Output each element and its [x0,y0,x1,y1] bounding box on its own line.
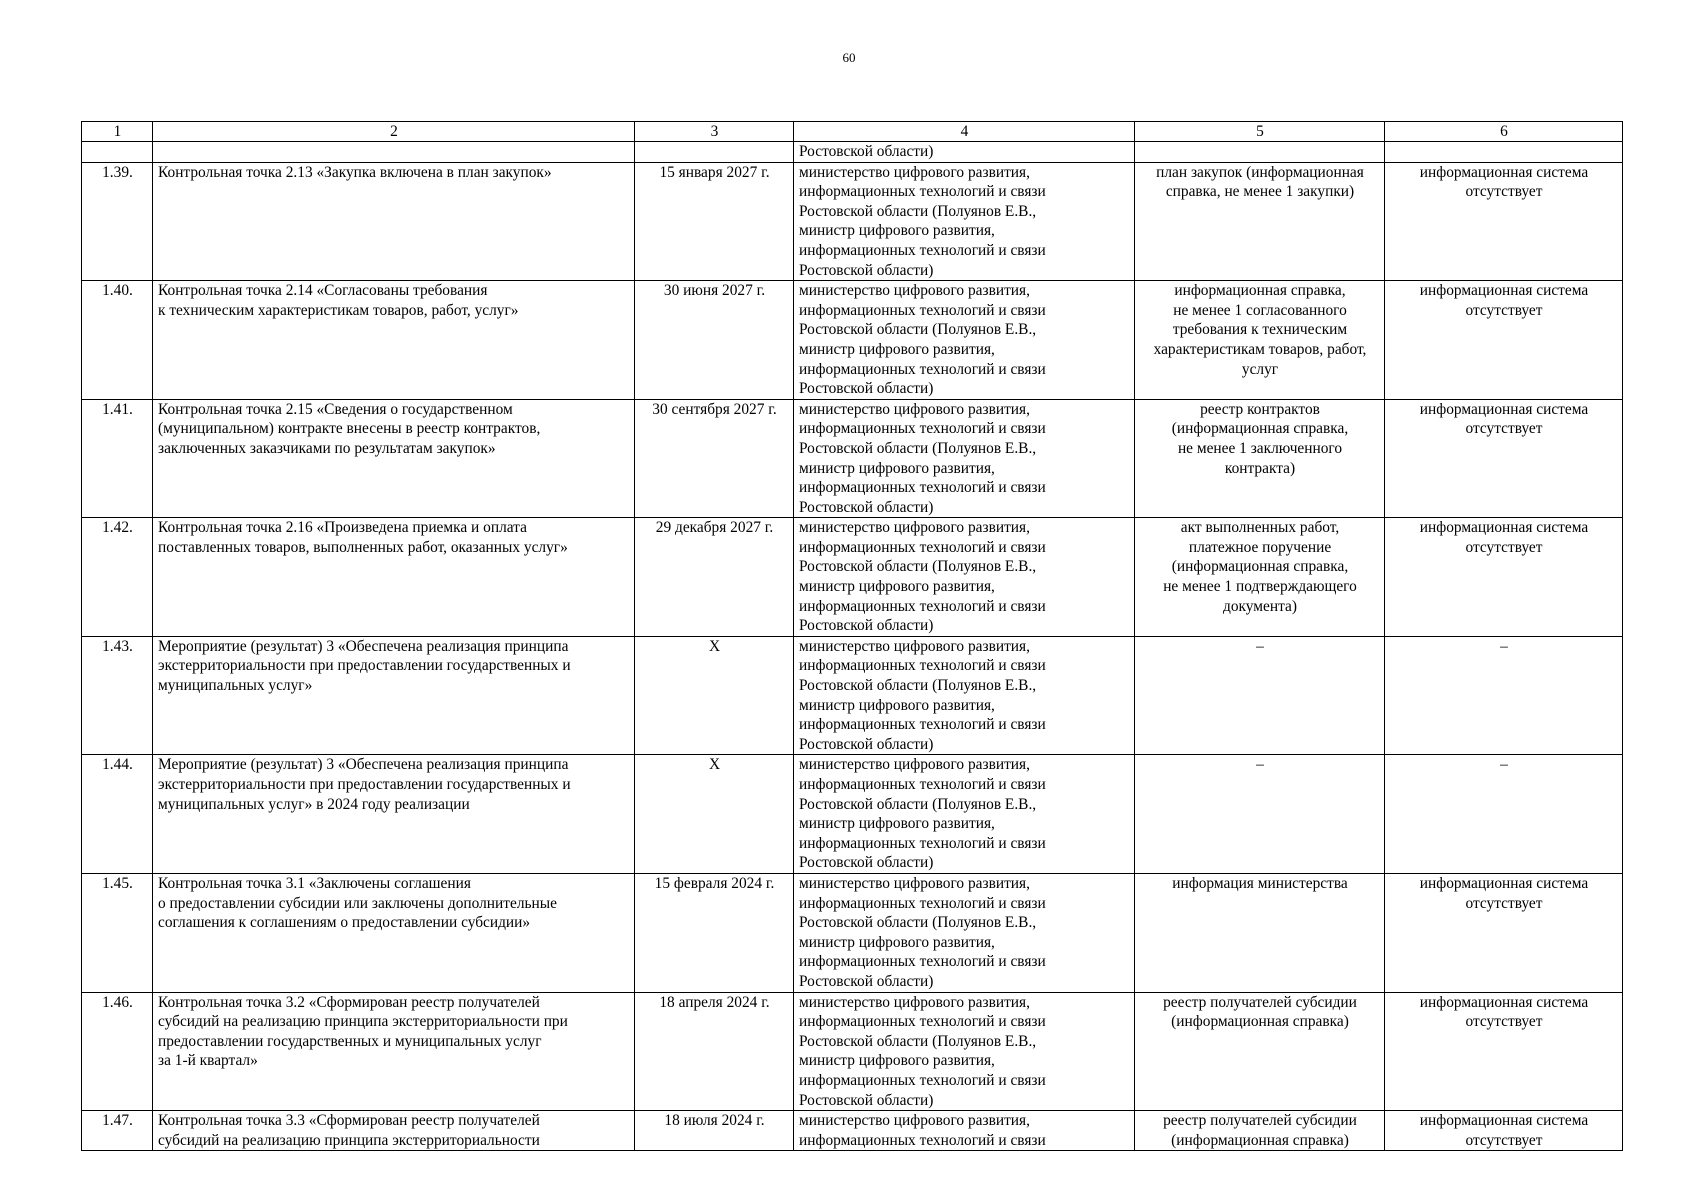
row-number-cell: 1.39. [82,162,153,281]
row-info-system-cell: информационная система отсутствует [1385,873,1623,992]
row-name-cell: Контрольная точка 2.13 «Закупка включена в план закупок» [153,162,635,281]
continuation-date-cell [635,142,794,163]
table-row [82,162,1623,281]
row-responsible-cell: министерство цифрового развития, информационных технологий и связи Ростовской области (Полуянов Е.В., министр цифрового развития, информационных технологий и связи Ростовской области) [794,399,1135,518]
column-number-5: 5 [1135,122,1385,142]
row-number-cell: 1.47. [82,1111,153,1151]
row-responsible-cell: министерство цифрового развития, информационных технологий и связи Ростовской области (Полуянов Е.В., министр цифрового развития, информационных технологий и связи Ростовской области) [794,162,1135,281]
row-date-cell: 15 февраля 2024 г. [635,873,794,992]
row-document-cell: – [1135,636,1385,755]
row-responsible-cell: министерство цифрового развития, информационных технологий и связи Ростовской области (Полуянов Е.В., министр цифрового развития, информационных технологий и связи Ростовской области) [794,518,1135,637]
continuation-name-cell [153,142,635,163]
row-responsible-cell: министерство цифрового развития, информационных технологий и связи Ростовской области (Полуянов Е.В., министр цифрового развития, информационных технологий и связи Ростовской области) [794,755,1135,874]
row-responsible-cell: министерство цифрового развития, информационных технологий и связи [794,1111,1135,1151]
table-row [82,1111,1623,1151]
row-date-cell: 18 июля 2024 г. [635,1111,794,1151]
row-info-system-cell: информационная система отсутствует [1385,399,1623,518]
continuation-responsible-cell: Ростовской области) [794,142,1135,163]
table-row [82,636,1623,755]
row-number-cell: 1.43. [82,636,153,755]
row-document-cell: реестр получателей субсидии (информационная справка) [1135,1111,1385,1151]
continuation-num-cell [82,142,153,163]
control-points-table [81,121,1623,1151]
row-document-cell: план закупок (информационная справка, не менее 1 закупки) [1135,162,1385,281]
row-info-system-cell: информационная система отсутствует [1385,162,1623,281]
row-date-cell: 29 декабря 2027 г. [635,518,794,637]
column-number-3: 3 [635,122,794,142]
row-name-cell: Контрольная точка 2.15 «Сведения о государственном (муниципальном) контракте внесены в реестр контрактов, заключенных заказчиками по результатам закупок» [153,399,635,518]
row-info-system-cell: информационная система отсутствует [1385,281,1623,400]
table-row [82,518,1623,637]
row-document-cell: информация министерства [1135,873,1385,992]
row-responsible-cell: министерство цифрового развития, информационных технологий и связи Ростовской области (Полуянов Е.В., министр цифрового развития, информационных технологий и связи Ростовской области) [794,281,1135,400]
row-number-cell: 1.45. [82,873,153,992]
row-document-cell: реестр получателей субсидии (информационная справка) [1135,992,1385,1111]
row-info-system-cell: – [1385,755,1623,874]
row-name-cell: Контрольная точка 2.14 «Согласованы требования к техническим характеристикам товаров, работ, услуг» [153,281,635,400]
table-row [82,281,1623,400]
continuation-info-system-cell [1385,142,1623,163]
continuation-document-cell [1135,142,1385,163]
table-row [82,755,1623,874]
table-row [82,873,1623,992]
row-date-cell: 18 апреля 2024 г. [635,992,794,1111]
row-document-cell: реестр контрактов (информационная справка, не менее 1 заключенного контракта) [1135,399,1385,518]
row-number-cell: 1.46. [82,992,153,1111]
page-number: 60 [842,50,856,65]
table-header-row [82,122,1623,142]
row-date-cell: X [635,755,794,874]
row-info-system-cell: информационная система отсутствует [1385,1111,1623,1151]
row-document-cell: информационная справка, не менее 1 согласованного требования к техническим характеристикам товаров, работ, услуг [1135,281,1385,400]
column-number-4: 4 [794,122,1135,142]
row-name-cell: Контрольная точка 2.16 «Произведена приемка и оплата поставленных товаров, выполненных работ, оказанных услуг» [153,518,635,637]
row-name-cell: Контрольная точка 3.2 «Сформирован реестр получателей субсидий на реализацию принципа экстерриториальности при предоставлении государственных и муниципальных услуг за 1-й квартал» [153,992,635,1111]
row-number-cell: 1.40. [82,281,153,400]
row-responsible-cell: министерство цифрового развития, информационных технологий и связи Ростовской области (Полуянов Е.В., министр цифрового развития, информационных технологий и связи Ростовской области) [794,992,1135,1111]
row-name-cell: Мероприятие (результат) 3 «Обеспечена реализация принципа экстерриториальности при предоставлении государственных и муниципальных услуг» [153,636,635,755]
table-row [82,992,1623,1111]
row-info-system-cell: информационная система отсутствует [1385,518,1623,637]
row-date-cell: 30 сентября 2027 г. [635,399,794,518]
row-responsible-cell: министерство цифрового развития, информационных технологий и связи Ростовской области (Полуянов Е.В., министр цифрового развития, информационных технологий и связи Ростовской области) [794,873,1135,992]
row-date-cell: 30 июня 2027 г. [635,281,794,400]
row-number-cell: 1.44. [82,755,153,874]
row-info-system-cell: – [1385,636,1623,755]
row-document-cell: акт выполненных работ, платежное поручение (информационная справка, не менее 1 подтверждающего документа) [1135,518,1385,637]
row-responsible-cell: министерство цифрового развития, информационных технологий и связи Ростовской области (Полуянов Е.В., министр цифрового развития, информационных технологий и связи Ростовской области) [794,636,1135,755]
row-number-cell: 1.42. [82,518,153,637]
row-date-cell: 15 января 2027 г. [635,162,794,281]
row-name-cell: Контрольная точка 3.1 «Заключены соглашения о предоставлении субсидии или заключены дополнительные соглашения к соглашениям о предоставлении субсидии» [153,873,635,992]
column-number-2: 2 [153,122,635,142]
row-name-cell: Контрольная точка 3.3 «Сформирован реестр получателей субсидий на реализацию принципа экстерриториальности [153,1111,635,1151]
column-number-6: 6 [1385,122,1623,142]
column-number-1: 1 [82,122,153,142]
row-document-cell: – [1135,755,1385,874]
row-number-cell: 1.41. [82,399,153,518]
continuation-row [82,142,1623,163]
row-date-cell: X [635,636,794,755]
row-info-system-cell: информационная система отсутствует [1385,992,1623,1111]
row-name-cell: Мероприятие (результат) 3 «Обеспечена реализация принципа экстерриториальности при предоставлении государственных и муниципальных услуг» в 2024 году реализации [153,755,635,874]
table-row [82,399,1623,518]
